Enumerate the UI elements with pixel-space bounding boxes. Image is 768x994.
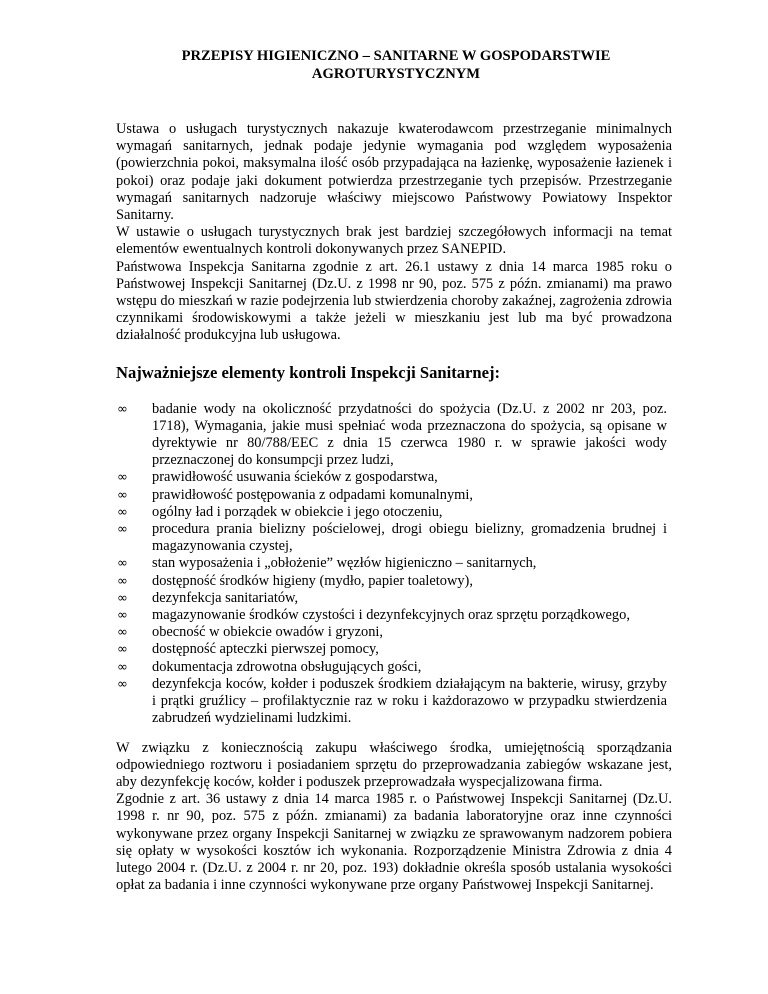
list-item-text: stan wyposażenia i „obłożenie” węzłów higieniczno – sanitarnych, <box>152 555 537 572</box>
list-item-text: procedura prania bielizny pościelowej, drogi obiegu bielizny, gromadzenia brudnej i magazynowania czystej, <box>152 521 667 555</box>
intro-paragraph: Ustawa o usługach turystycznych nakazuje kwaterodawcom przestrzeganie minimalnych wymagań sanitarnych, jednak podaje jedynie wymagania pod względem wyposażenia (powierzchnia pokoi, maksymalna ilość osób przypadająca na łazienkę, wyposażenie łazienek i pokoi) oraz podaje jaki dokument potwierdza przestrzeganie tych przepisów. Przestrzeganie wymagań sanitarnych nadzoruje właściwy miejscowo Państwowy Powiatowy Inspektor Sanitarny. <box>116 121 672 224</box>
closing-paragraph: W związku z koniecznością zakupu właściwego środka, umiejętnością sporządzania odpowiedniego roztworu i posiadaniem sprzętu do przeprowadzania zabiegów wskazane jest, aby dezynfekcję koców, kołder i poduszek przeprowadzała wyspecjalizowana firma. <box>116 739 672 790</box>
infinity-bullet-icon: ∞ <box>117 625 128 641</box>
document-title-line-1: PRZEPISY HIGIENICZNO – SANITARNE W GOSPODARSTWIE <box>181 48 611 64</box>
infinity-bullet-icon: ∞ <box>117 573 128 589</box>
list-item <box>116 573 672 590</box>
intro-section <box>116 121 672 345</box>
list-item-text: dostępność środków higieny (mydło, papier toaletowy), <box>152 572 473 589</box>
intro-paragraph: Państwowa Inspekcja Sanitarna zgodnie z art. 26.1 ustawy z dnia 14 marca 1985 roku o Państwowej Inspekcji Sanitarnej (Dz.U. z 1998 nr 90, poz. 575 z późn. zmianami) ma prawo wstępu do mieszkań w razie podejrzenia lub stwierdzenia choroby zakaźnej, zagrożenia zdrowia czynnikami środowiskowymi a także jeżeli w mieszkaniu jest lub ma być prowadzona działalność produkcyjna lub usługowa. <box>116 258 672 344</box>
control-items-list <box>116 401 672 728</box>
infinity-bullet-icon: ∞ <box>117 590 128 606</box>
infinity-bullet-icon: ∞ <box>117 642 128 658</box>
list-item <box>116 555 672 572</box>
list-item <box>116 659 672 676</box>
list-item-text: dostępność apteczki pierwszej pomocy, <box>152 641 379 658</box>
list-item-text: prawidłowość usuwania ścieków z gospodarstwa, <box>152 469 438 486</box>
infinity-bullet-icon: ∞ <box>117 470 128 486</box>
list-item-text: dezynfekcja koców, kołder i poduszek środkiem działającym na bakterie, wirusy, grzyby i prątki gruźlicy – profilaktycznie raz w roku i każdorazowo w przypadku stwierdzenia zabrudzeń wydzielinami ludzkimi. <box>152 675 667 727</box>
infinity-bullet-icon: ∞ <box>117 487 128 503</box>
list-item <box>116 504 672 521</box>
list-item-text: dezynfekcja sanitariatów, <box>152 589 299 606</box>
list-item-text: ogólny ład i porządek w obiekcie i jego otoczeniu, <box>152 503 443 520</box>
document-title <box>116 47 672 83</box>
list-item <box>116 590 672 607</box>
infinity-bullet-icon: ∞ <box>117 676 128 692</box>
list-item-text: magazynowanie środków czystości i dezynfekcyjnych oraz sprzętu porządkowego, <box>152 607 630 624</box>
list-item-text: obecność w obiekcie owadów i gryzoni, <box>152 624 383 641</box>
closing-section <box>116 740 672 895</box>
list-item <box>116 624 672 641</box>
infinity-bullet-icon: ∞ <box>117 522 128 538</box>
infinity-bullet-icon: ∞ <box>117 608 128 624</box>
list-item <box>116 521 672 555</box>
list-item <box>116 676 672 728</box>
section-heading: Najważniejsze elementy kontroli Inspekcji Sanitarnej: <box>116 362 501 382</box>
closing-paragraph: Zgodnie z art. 36 ustawy z dnia 14 marca 1985 r. o Państwowej Inspekcji Sanitarnej (Dz.U. 1998 r. nr 90, poz. 575 z późn. zmianami) za badania laboratoryjne oraz inne czynności wykonywane przez organy Inspekcji Sanitarnej w związku ze sprawowanym nadzorem pobiera się opłaty w wysokości kosztów ich wykonania. Rozporządzenie Ministra Zdrowia z dnia 4 lutego 2004 r. (Dz.U. z 2004 r. nr 20, poz. 193) dokładnie określa sposób ustalania wysokości opłat za badania i inne czynności wykonywane prze organy Państwowej Inspekcji Sanitarnej. <box>116 791 672 894</box>
list-item <box>116 469 672 486</box>
list-item <box>116 401 672 470</box>
list-item <box>116 487 672 504</box>
list-item <box>116 607 672 624</box>
list-item-text: badanie wody na okoliczność przydatności do spożycia (Dz.U. z 2002 nr 203, poz. 1718), Wymagania, jakie musi spełniać woda przeznaczona do spożycia, są opisane w dyrektywie nr 80/788/EEC z dnia 15 czerwca 1980 r. w sprawie jakości wody przeznaczonej do konsumpcji przez ludzi, <box>152 400 667 469</box>
document-title-line-2: AGROTURYSTYCZNYM <box>311 66 481 82</box>
infinity-bullet-icon: ∞ <box>117 401 128 417</box>
list-item <box>116 641 672 658</box>
infinity-bullet-icon: ∞ <box>117 504 128 520</box>
list-item-text: dokumentacja zdrowotna obsługujących gości, <box>152 658 422 675</box>
list-item-text: prawidłowość postępowania z odpadami komunalnymi, <box>152 486 473 503</box>
infinity-bullet-icon: ∞ <box>117 659 128 675</box>
infinity-bullet-icon: ∞ <box>117 556 128 572</box>
intro-paragraph: W ustawie o usługach turystycznych brak jest bardziej szczegółowych informacji na temat elementów ewentualnych kontroli dokonywanych przez SANEPID. <box>116 224 672 258</box>
